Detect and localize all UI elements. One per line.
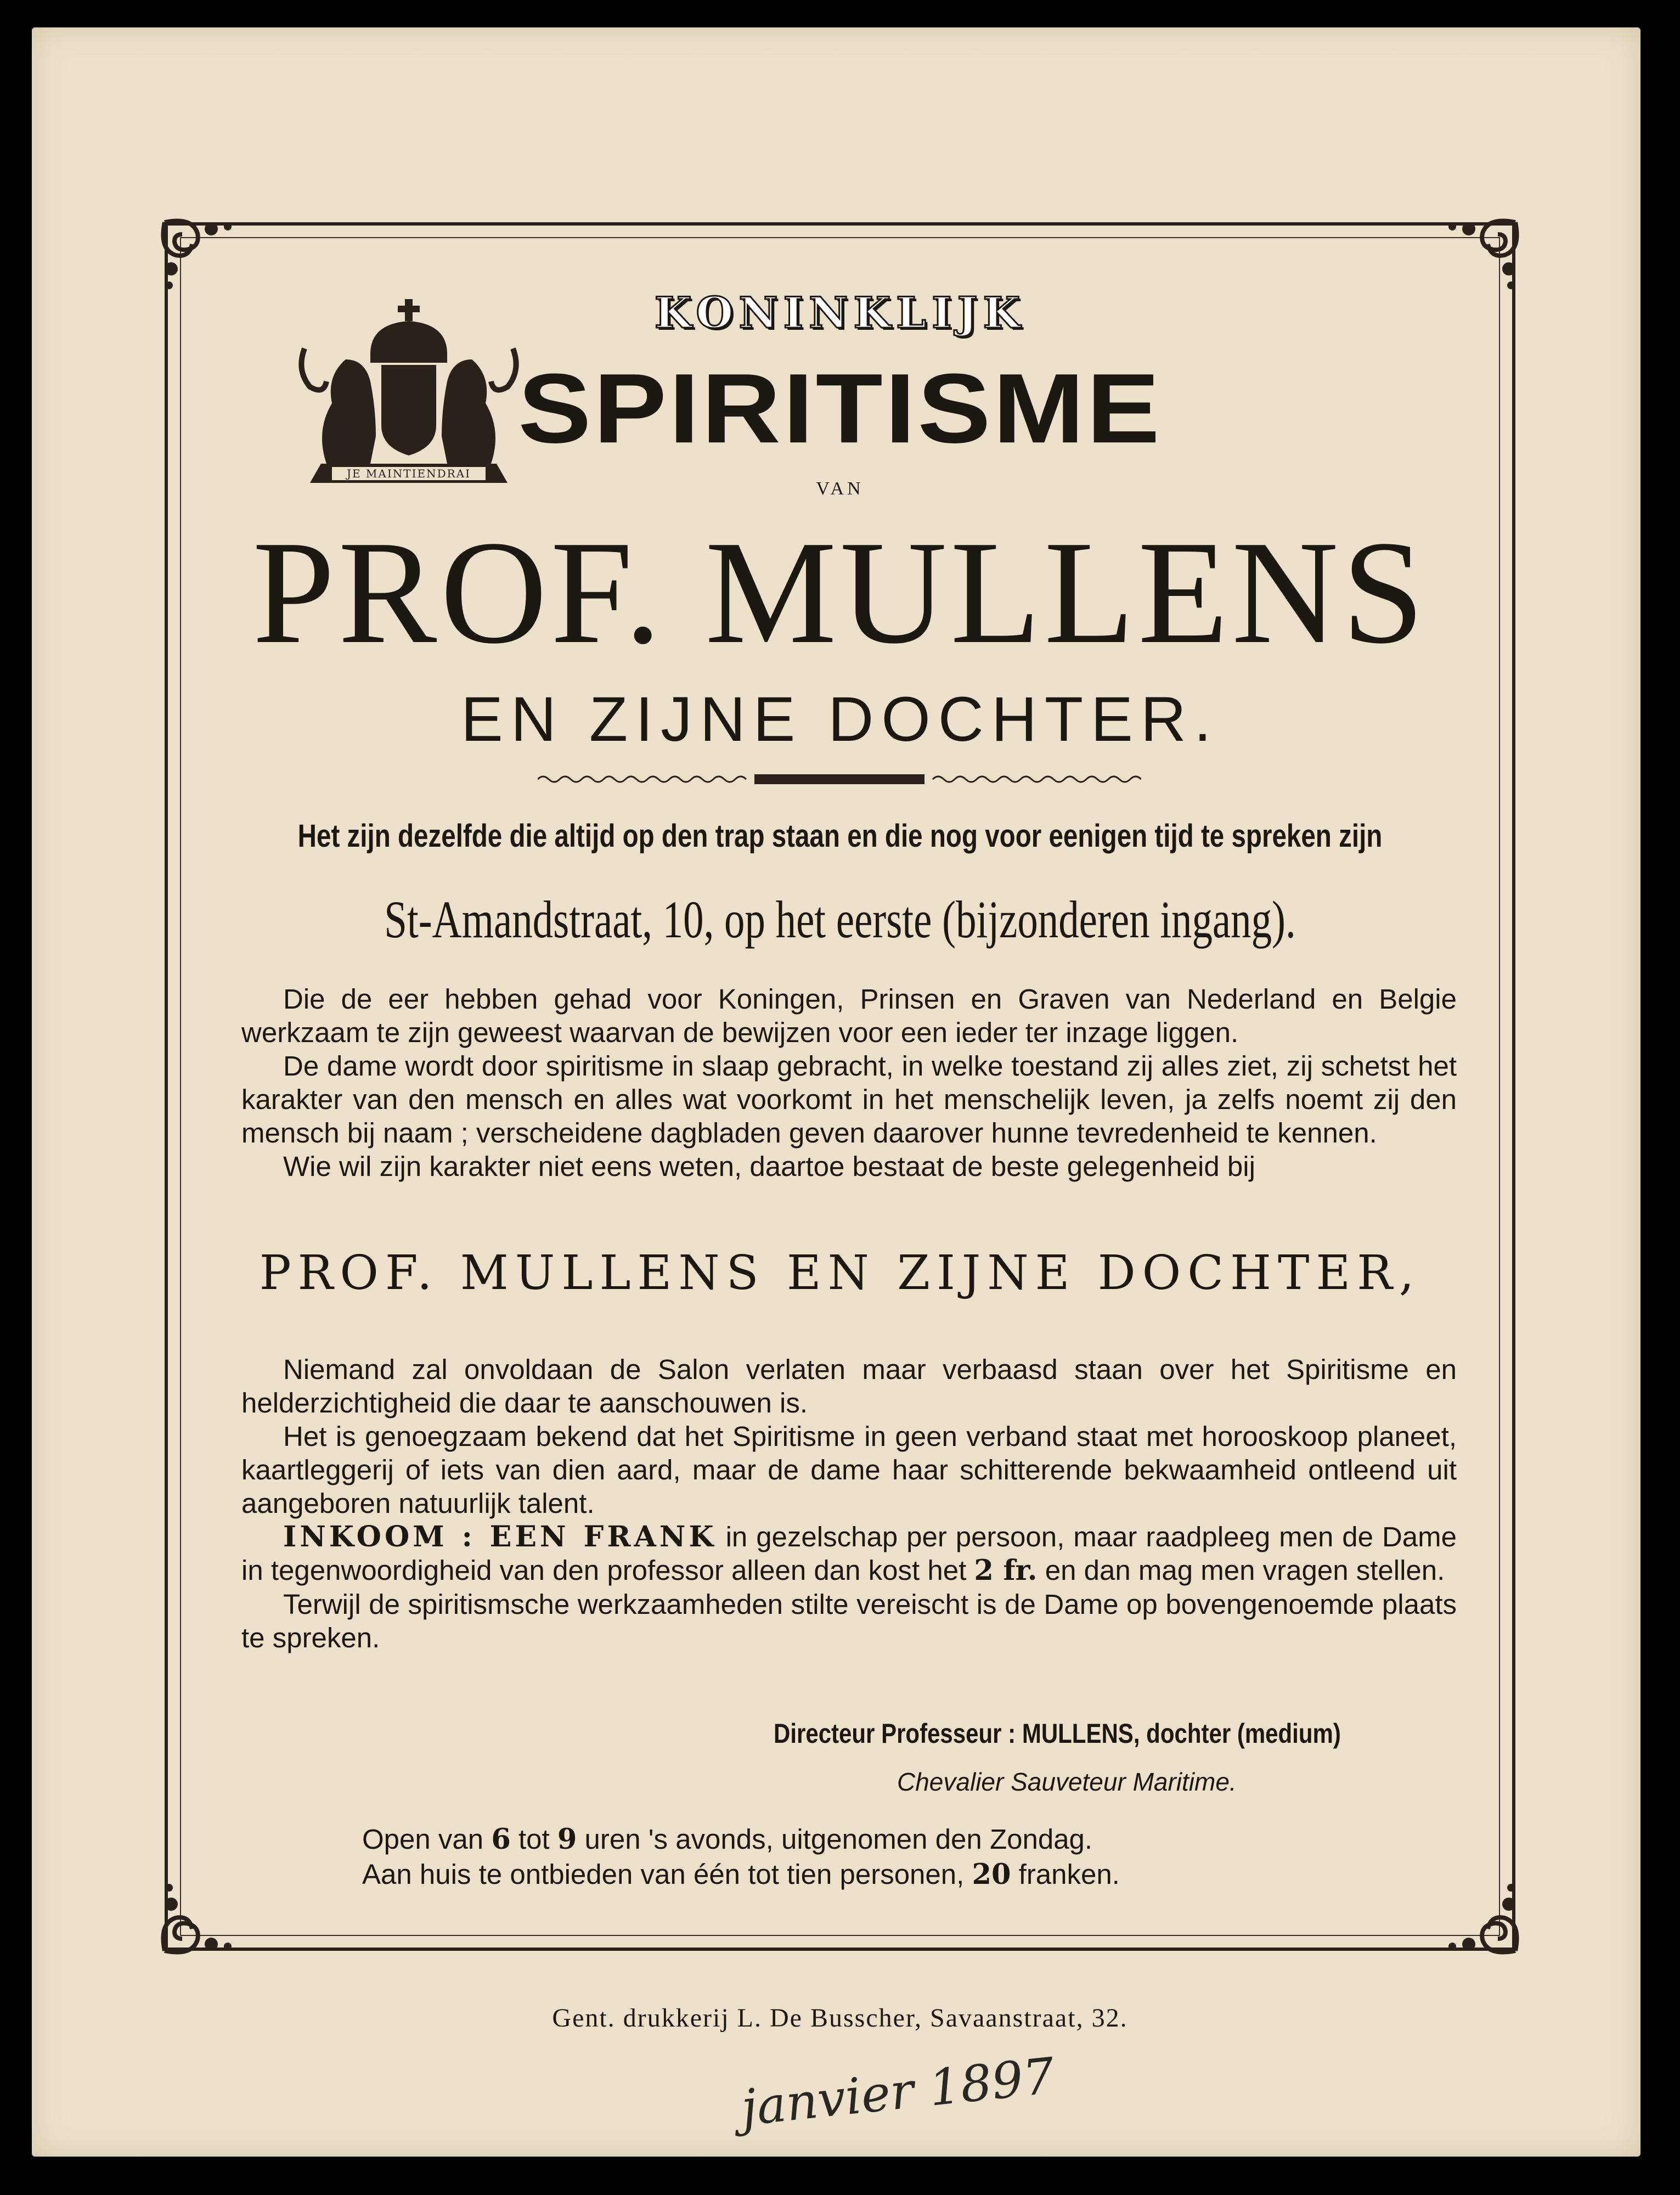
paragraph: De dame wordt door spiritisme in slaap gebracht, in welke toestand zij alles ziet, zij schetst het karakter van den mensch en alles wat voorkomt in het menschelijk leven, ja zelfs noemt zij den mensch bij naam ; verscheidene dagbladen geven daarover hunne tevredenheid te kennen. [241,1050,1457,1149]
crest-motto: JE MAINTIENDRAI [346,467,471,480]
home-visit-line [362,1857,1120,1892]
opening-hours [362,1822,1120,1892]
hours-text: uren 's avonds, uitgenomen den Zondag. [577,1823,1093,1855]
paragraph-inkoom [241,1520,1457,1588]
hours-from: 6 [491,1823,511,1856]
heading-spiritisme: SPIRITISME [518,353,1162,464]
paragraph: Die de eer hebben gehad voor Koningen, Prinsen en Graven van Nederland en Belgie werkzaam te zijn geweest waarvan de bewijzen voor een ieder ter inzage liggen. [241,983,1457,1048]
ornamental-divider [538,771,1141,787]
prof-mullens-line: PROF. MULLENS EN ZIJNE DOCHTER, [259,1246,1421,1301]
heading-dochter: EN ZIJNE DOCHTER. [461,684,1219,755]
inkoom-label: INKOOM : EEN FRANK [283,1520,717,1554]
inkoom-text: in gezelschap per persoon, maar raadpleeg men de Dame in tegenwoordigheid van den professor alleen dan kost het [241,1521,1457,1586]
hours-text: tot [510,1823,557,1855]
hours-to: 9 [557,1823,577,1856]
paragraph: Het is genoegzaam bekend dat het Spiritisme in geen verband staat met horooskoop planeet, kaartleggerij of iets van dien aard, maar de dame haar schitterende bekwaamheid ontleend uit aangeboren natuurlijk talent. [241,1421,1457,1519]
inkoom-text-end: en dan mag men vragen stellen. [1037,1555,1445,1586]
printer-imprint: Gent. drukkerij L. De Busscher, Savaanstraat, 32. [552,2003,1128,2033]
corner-ornament-icon [1439,1874,1521,1956]
heading-prof-mullens: PROF. MULLENS [252,510,1428,674]
body-block-2 [241,1353,1457,1654]
paragraph: Terwijl de spiritismsche werkzaamheden stilte vereischt is de Dame op bovengenoemde plaats te spreken. [241,1589,1457,1653]
body-block-1 [241,982,1457,1183]
heading-koninklijk: KONINKLIJK [654,288,1026,338]
handwritten-date: janvier 1897 [738,2047,1058,2137]
corner-ornament-icon [159,1874,241,1956]
hours-text: Open van [362,1823,492,1855]
corner-ornament-icon [159,217,241,299]
paragraph: Niemand zal onvoldaan de Salon verlaten maar verbaasd staan over het Spiritisme en helderzichtigheid die daar te aanschouwen is. [241,1354,1457,1419]
intro-bold-line: Het zijn dezelfde die altijd op den trap staan en die nog voor eenigen tijd te spreken zijn [297,818,1383,854]
home-visit-price: 20 [972,1858,1011,1891]
hours-line [362,1822,1120,1857]
chevalier-line: Chevalier Sauveteur Maritime. [897,1768,1237,1796]
home-visit-text: franken. [1011,1859,1120,1890]
home-visit-text: Aan huis te ontbieden van één tot tien personen, [362,1859,972,1890]
price-value: 2 fr. [974,1554,1038,1587]
heading-van: VAN [816,479,864,499]
paragraph: Wie wil zijn karakter niet eens weten, daartoe bestaat de beste gelegenheid bij [283,1151,1255,1182]
corner-ornament-icon [1439,217,1521,299]
address-line: St-Amandstraat, 10, op het eerste (bijzonderen ingang). [384,890,1296,949]
director-line: Directeur Professeur : MULLENS, dochter (medium) [774,1718,1341,1749]
